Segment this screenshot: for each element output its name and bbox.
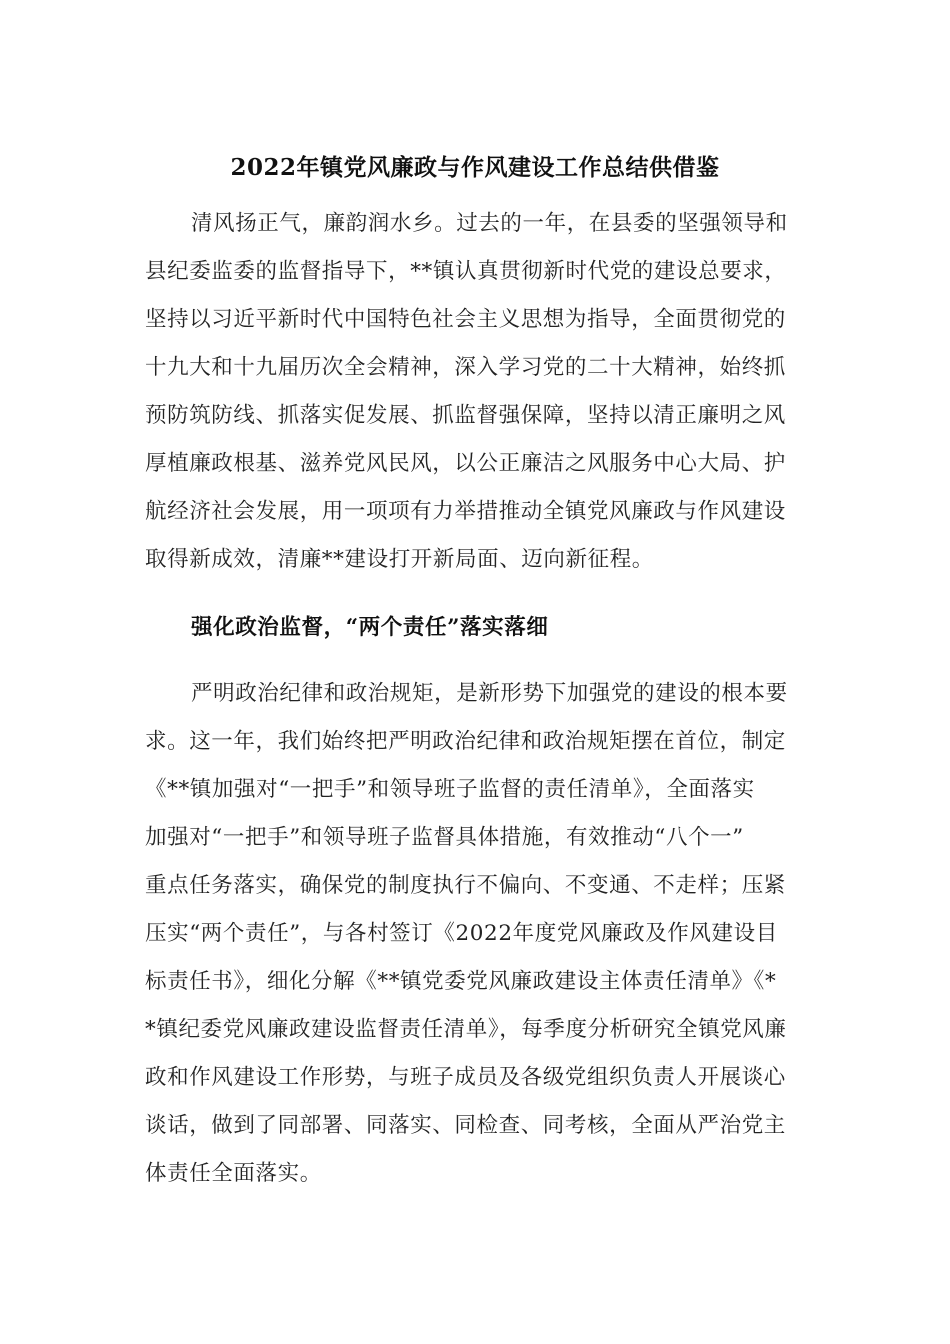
intro-line-5: 预防筑防线、抓落实促发展、抓监督强保障，坚持以清正廉明之风 <box>145 403 786 428</box>
section-line-3: 《**镇加强对“一把手”和领导班子监督的责任清单》，全面落实 <box>145 777 755 802</box>
section-line-9: 政和作风建设工作形势，与班子成员及各级党组织负责人开展谈心 <box>145 1065 786 1090</box>
section-line-1: 严明政治纪律和政治规矩，是新形势下加强党的建设的根本要 <box>191 681 788 706</box>
intro-line-6: 厚植廉政根基、滋养党风民风，以公正廉洁之风服务中心大局、护 <box>145 451 786 476</box>
section-heading: 强化政治监督，“两个责任”落实落细 <box>191 615 549 640</box>
section-line-6: 压实“两个责任”，与各村签订《2022年度党风廉政及作风建设目 <box>145 921 778 946</box>
intro-line-8: 取得新成效，清廉**建设打开新局面、迈向新征程。 <box>145 547 654 572</box>
intro-line-7: 航经济社会发展，用一项项有力举措推动全镇党风廉政与作风建设 <box>145 499 786 524</box>
intro-line-3: 坚持以习近平新时代中国特色社会主义思想为指导，全面贯彻党的 <box>145 307 786 332</box>
section-line-7: 标责任书》，细化分解《**镇党委党风廉政建设主体责任清单》《* <box>145 969 777 994</box>
section-line-11: 体责任全面落实。 <box>145 1161 322 1186</box>
section-line-2: 求。这一年，我们始终把严明政治纪律和政治规矩摆在首位，制定 <box>145 729 786 754</box>
intro-line-2: 县纪委监委的监督指导下，**镇认真贯彻新时代党的建设总要求， <box>145 259 787 284</box>
document-title: 2022年镇党风廉政与作风建设工作总结供借鉴 <box>230 154 720 181</box>
section-line-10: 谈话，做到了同部署、同落实、同检查、同考核，全面从严治党主 <box>145 1113 786 1138</box>
intro-line-4: 十九大和十九届历次全会精神，深入学习党的二十大精神，始终抓 <box>145 355 786 380</box>
section-line-8: *镇纪委党风廉政建设监督责任清单》，每季度分析研究全镇党风廉 <box>145 1017 787 1042</box>
intro-line-1: 清风扬正气，廉韵润水乡。过去的一年，在县委的坚强领导和 <box>191 211 788 236</box>
section-line-4: 加强对“一把手”和领导班子监督具体措施，有效推动“八个一” <box>145 825 744 850</box>
section-line-5: 重点任务落实，确保党的制度执行不偏向、不变通、不走样；压紧 <box>145 873 786 898</box>
